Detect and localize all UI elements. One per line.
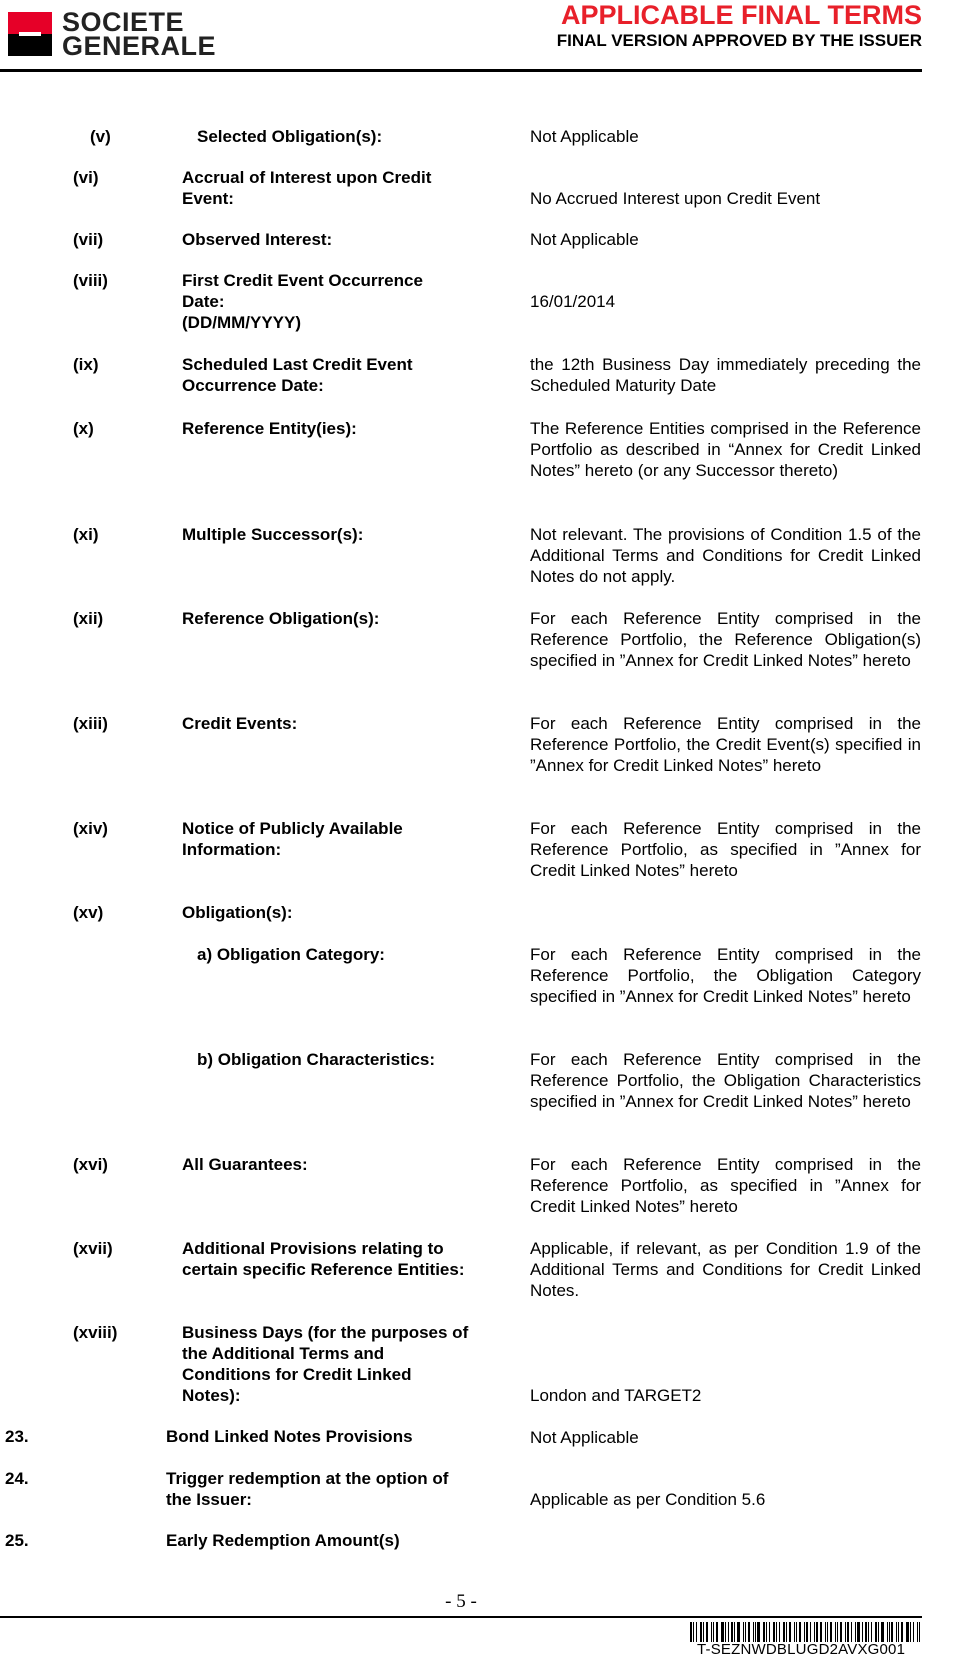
item-value: For each Reference Entity comprised in the Reference Portfolio, the Reference Obligation(s) specified in ”Annex for Credit Linked Notes” hereto: [530, 609, 921, 670]
item-number: (vii): [73, 230, 104, 249]
item-number: (xiv): [73, 819, 108, 838]
item-label: Selected Obligation(s):: [197, 127, 383, 146]
item-label: Occurrence Date:: [182, 376, 324, 395]
item-value: The Reference Entities comprised in the Reference Portfolio as described in “Annex for Credit Linked Notes” hereto (or any Successor thereto): [530, 419, 921, 480]
item-label: Information:: [182, 840, 282, 859]
section-label: the Issuer:: [166, 1490, 252, 1509]
item-label: Event:: [182, 189, 234, 208]
logo-wordmark: [62, 7, 217, 61]
item-label: First Credit Event Occurrence: [182, 271, 423, 290]
item-label: Credit Events:: [182, 714, 298, 733]
item-number: (xvi): [73, 1155, 108, 1174]
document-status-subtitle: FINAL VERSION APPROVED BY THE ISSUER: [556, 31, 922, 50]
item-value: the 12th Business Day immediately preceding the Scheduled Maturity Date: [530, 355, 921, 395]
item-value: For each Reference Entity comprised in the Reference Portfolio, the Credit Event(s) specified in ”Annex for Credit Linked Notes” hereto: [530, 714, 921, 775]
logo-line-2: GENERALE: [62, 31, 217, 61]
item-number: (x): [73, 419, 94, 438]
item-label: Accrual of Interest upon Credit: [182, 168, 432, 187]
item-label: Reference Entity(ies):: [182, 419, 357, 438]
sub-item-value: For each Reference Entity comprised in the Reference Portfolio, the Obligation Category specified in ”Annex for Credit Linked Notes” hereto: [530, 945, 921, 1006]
item-label: All Guarantees:: [182, 1155, 308, 1174]
sub-item-label: b) Obligation Characteristics:: [197, 1050, 436, 1069]
societe-generale-logo-icon: [8, 12, 52, 56]
item-label: Date:: [182, 292, 225, 311]
page-header: [0, 0, 960, 75]
section-number: 23.: [5, 1427, 29, 1446]
item-number: (xvii): [73, 1239, 113, 1258]
section-value: Not Applicable: [530, 1428, 639, 1447]
section-number: 24.: [5, 1469, 29, 1488]
logo-line-1: SOCIETE: [62, 7, 185, 37]
sub-item-label: a) Obligation Category:: [197, 945, 385, 964]
item-label: Notice of Publicly Available: [182, 819, 403, 838]
section-label: Bond Linked Notes Provisions: [166, 1427, 413, 1446]
item-number: (vi): [73, 168, 99, 187]
item-label: (DD/MM/YYYY): [182, 313, 301, 332]
item-label: Additional Provisions relating to: [182, 1239, 444, 1258]
item-label: Obligation(s):: [182, 903, 293, 922]
footer-divider: [0, 1616, 922, 1618]
document-status-title: APPLICABLE FINAL TERMS: [560, 0, 922, 30]
item-number: (v): [90, 127, 111, 146]
item-number: (xviii): [73, 1323, 118, 1342]
sub-item-value: For each Reference Entity comprised in the Reference Portfolio, the Obligation Characteristics specified in ”Annex for Credit Linked Notes” hereto: [530, 1050, 921, 1111]
item-number: (ix): [73, 355, 99, 374]
item-value: For each Reference Entity comprised in the Reference Portfolio, as specified in ”Annex for Credit Linked Notes” hereto: [530, 1155, 921, 1216]
item-number: (xi): [73, 525, 99, 544]
item-label: Observed Interest:: [182, 230, 333, 249]
item-value: 16/01/2014: [530, 292, 616, 311]
item-value: Not Applicable: [530, 127, 639, 146]
document-code: T-SEZNWDBLUGD2AVXG001: [697, 1641, 906, 1658]
item-value: For each Reference Entity comprised in the Reference Portfolio, as specified in ”Annex for Credit Linked Notes” hereto: [530, 819, 921, 880]
barcode-icon: [690, 1622, 922, 1642]
section-label: Early Redemption Amount(s): [166, 1531, 400, 1550]
item-label: the Additional Terms and: [182, 1344, 385, 1363]
item-label: Reference Obligation(s):: [182, 609, 380, 628]
item-value: Not relevant. The provisions of Condition 1.5 of the Additional Terms and Conditions for Credit Linked Notes do not apply.: [530, 525, 921, 586]
item-label: Notes):: [182, 1386, 241, 1405]
item-value: London and TARGET2: [530, 1386, 702, 1405]
section-number: 25.: [5, 1531, 29, 1550]
item-label: Business Days (for the purposes of: [182, 1323, 469, 1342]
item-value: Applicable, if relevant, as per Condition 1.9 of the Additional Terms and Conditions for Credit Linked Notes.: [530, 1239, 921, 1300]
item-number: (xiii): [73, 714, 108, 733]
section-label: Trigger redemption at the option of: [166, 1469, 449, 1488]
page-number: - 5 -: [445, 1591, 477, 1612]
item-value: No Accrued Interest upon Credit Event: [530, 189, 821, 208]
item-value: Not Applicable: [530, 230, 639, 249]
item-number: (xv): [73, 903, 104, 922]
item-number: (viii): [73, 271, 108, 290]
item-label: certain specific Reference Entities:: [182, 1260, 465, 1279]
item-label: Multiple Successor(s):: [182, 525, 364, 544]
item-number: (xii): [73, 609, 104, 628]
header-divider: [0, 69, 922, 72]
item-label: Conditions for Credit Linked: [182, 1365, 412, 1384]
item-label: Scheduled Last Credit Event: [182, 355, 413, 374]
section-value: Applicable as per Condition 5.6: [530, 1490, 766, 1509]
